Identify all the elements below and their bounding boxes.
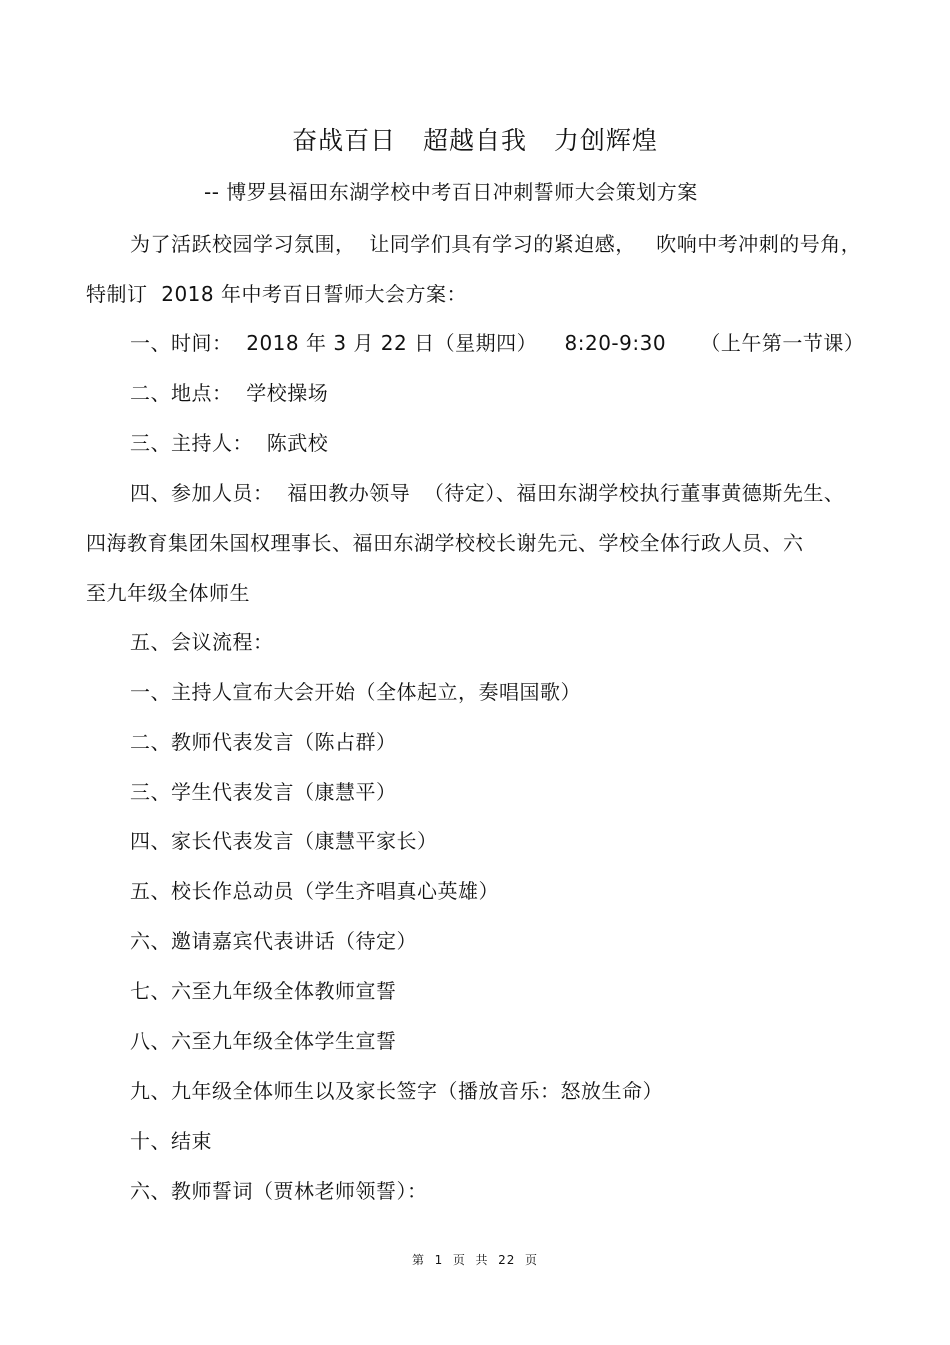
flow-list-item: 三、学生代表发言（康慧平） (130, 780, 397, 804)
intro-paragraph-line-2: 特制订 2018 年中考百日誓师大会方案： (86, 282, 467, 306)
flow-list-item: 十、结束 (130, 1129, 212, 1153)
document-subtitle: -- 博罗县福田东湖学校中考百日冲刺誓师大会策划方案 (204, 180, 698, 204)
flow-list-item: 二、教师代表发言（陈占群） (130, 730, 397, 754)
section-time: 一、时间： 2018 年 3 月 22 日（星期四） 8:20-9:30 （上午第一节课） (130, 331, 865, 355)
flow-list-item: 八、六至九年级全体学生宣誓 (130, 1029, 397, 1053)
section-participants-line-2: 四海教育集团朱国权理事长、福田东湖学校校长谢先元、学校全体行政人员、六 (86, 531, 804, 555)
flow-list-item: 九、九年级全体师生以及家长签字（播放音乐：怒放生命） (130, 1079, 663, 1103)
document-title: 奋战百日 超越自我 力创辉煌 (292, 126, 658, 155)
page-number-footer: 第 1 页 共 22 页 (411, 1253, 539, 1267)
section-oath-heading: 六、教师誓词（贾林老师领誓）： (130, 1179, 428, 1203)
flow-list-item: 六、邀请嘉宾代表讲话（待定） (130, 929, 417, 953)
section-place: 二、地点： 学校操场 (130, 381, 329, 405)
flow-list-item: 一、主持人宣布大会开始（全体起立，奏唱国歌） (130, 680, 581, 704)
section-participants-line-1: 四、参加人员： 福田教办领导 （待定）、福田东湖学校执行董事黄德斯先生、 (130, 481, 845, 505)
flow-list-item: 五、校长作总动员（学生齐唱真心英雄） (130, 879, 499, 903)
section-flow-heading: 五、会议流程： (130, 630, 274, 654)
section-participants-line-3: 至九年级全体师生 (86, 581, 250, 605)
flow-list-item: 四、家长代表发言（康慧平家长） (130, 829, 438, 853)
flow-list-item: 七、六至九年级全体教师宣誓 (130, 979, 397, 1003)
section-host: 三、主持人： 陈武校 (130, 431, 329, 455)
intro-paragraph-line-1: 为了活跃校园学习氛围， 让同学们具有学习的紧迫感， 吹响中考冲刺的号角， (130, 232, 862, 256)
